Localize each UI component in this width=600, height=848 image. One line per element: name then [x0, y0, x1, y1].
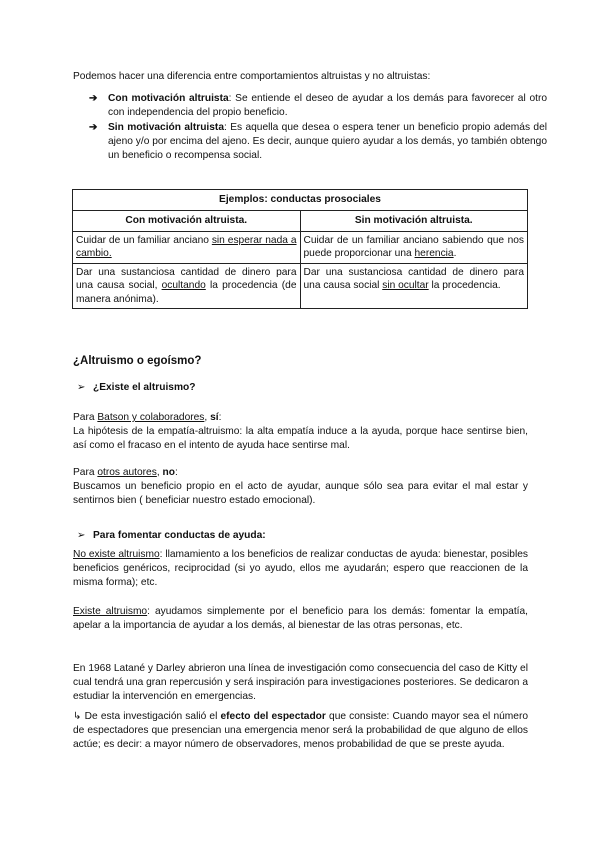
- text: : llamamiento a los beneficios de realizar conductas de ayuda: bienestar, posibles beneficios genéricos, reciprocidad (si yo ayudo, ellos me ayudarán; espero que reaccionen de la misma forma); etc.: [73, 549, 528, 589]
- cell-underline: sin esperar nada a cambio.: [76, 235, 297, 260]
- table-row: [73, 232, 528, 264]
- underlined-text: Batson y colaboradores: [97, 412, 205, 423]
- underlined-text: No existe altruismo: [73, 549, 160, 560]
- bold-text: efecto del espectador: [220, 711, 326, 722]
- table-cell: [73, 232, 301, 264]
- text: ,: [156, 467, 163, 478]
- bullet-con-motivacion: [89, 92, 547, 120]
- cell-underline: ocultando: [161, 280, 206, 292]
- underlined-text: Existe altruismo: [73, 606, 148, 617]
- section-title: ¿Altruismo o egoísmo?: [73, 355, 202, 367]
- text: ↳ De esta investigación salió el: [73, 711, 221, 722]
- intro-paragraph: Podemos hacer una diferencia entre comportamientos altruistas y no altruistas:: [73, 71, 431, 82]
- underlined-text: otros autores: [97, 467, 157, 478]
- text: :: [218, 412, 222, 423]
- text: que consiste: Cuando mayor sea el número de espectadores que presencian una emergencia menor será la probabilidad de que alguno de ellos actúe; es decir: a mayor número de observadores, menos probabilidad de que se preste ayuda.: [73, 711, 528, 751]
- bold-text: no: [162, 467, 175, 478]
- bold-text: sí: [210, 412, 219, 423]
- bullet-title: Con motivación altruista: [108, 93, 229, 104]
- examples-table: [72, 189, 528, 309]
- subheading-text: Para fomentar conductas de ayuda:: [93, 530, 266, 541]
- cell-text: la procedencia.: [428, 280, 501, 292]
- espectador-paragraph: [73, 710, 528, 753]
- bullet-text: : Es aquella que desea o espera tener un beneficio propio además del ajeno y/o por encima del ajeno. Es decir, aunque quiero ayudar a los demás, yo también obtengo un beneficio o recompensa social.: [108, 122, 548, 162]
- existe-paragraph: [73, 605, 528, 633]
- cell-text: .: [453, 248, 457, 260]
- batson-text: La hipótesis de la empatía-altruismo: la alta empatía induce a la ayuda, porque hace sentirse bien, así como el fracaso en el intento de ayuda hace sentirse mal.: [73, 426, 528, 452]
- subheading-text: ¿Existe el altruismo?: [93, 382, 196, 393]
- text: Para: [73, 467, 98, 478]
- cell-text: Dar una sustanciosa cantidad de dinero para una causa social,: [76, 266, 297, 292]
- text: :: [174, 467, 178, 478]
- cell-underline: sin ocultar: [382, 280, 429, 292]
- subheading-fomentar: [77, 529, 266, 543]
- arrow-icon: ➔: [89, 93, 98, 104]
- latane-paragraph: En 1968 Latané y Darley abrieron una línea de investigación como consecuencia del caso de Kitty el cual tendrá una gran repercusión y será inspiración para investigaciones posteriores. Se dedicaron a estudiar la intervención en emergencias.: [73, 663, 528, 703]
- table-cell: [73, 263, 301, 308]
- table-row: [73, 263, 528, 308]
- otros-paragraph: [73, 466, 528, 509]
- text: ,: [204, 412, 211, 423]
- otros-text: Buscamos un beneficio propio en el acto de ayudar, aunque sólo sea para evitar el mal estar y sentirnos bien ( beneficiar nuestro estado emocional).: [73, 481, 528, 507]
- table-cell: [300, 232, 528, 264]
- cell-text: la procedencia (de manera anónima).: [76, 280, 297, 305]
- batson-paragraph: [73, 411, 528, 454]
- table-caption: Ejemplos: conductas prosociales: [73, 190, 528, 211]
- table-cell: [300, 263, 528, 308]
- cell-text: Dar una sustanciosa cantidad de dinero para una causa social: [303, 266, 524, 292]
- bullet-title: Sin motivación altruista: [108, 122, 224, 133]
- text: Para: [73, 412, 98, 423]
- table-header-sin: Sin motivación altruista.: [300, 211, 528, 232]
- bullet-sin-motivacion: [89, 121, 547, 164]
- arrow-icon: ➔: [89, 122, 98, 133]
- triangle-bullet-icon: ➢: [77, 382, 86, 393]
- cell-text: Cuidar de un familiar anciano sabiendo que nos puede proporcionar una: [303, 235, 524, 260]
- triangle-bullet-icon: ➢: [77, 530, 86, 541]
- cell-underline: herencia: [414, 248, 454, 260]
- bullet-text: : Se entiende el deseo de ayudar a los demás para favorecer al otro con independencia del propio beneficio.: [108, 93, 548, 119]
- no-existe-paragraph: [73, 548, 528, 591]
- cell-text: Cuidar de un familiar anciano: [76, 235, 212, 246]
- table-header-con: Con motivación altruista.: [73, 211, 301, 232]
- text: : ayudamos simplemente por el beneficio para los demás: fomentar la empatía, apelar a la importancia de ayudar a los demás, al bienestar de las otras personas, etc.: [73, 606, 529, 632]
- subheading-existe: [77, 381, 195, 395]
